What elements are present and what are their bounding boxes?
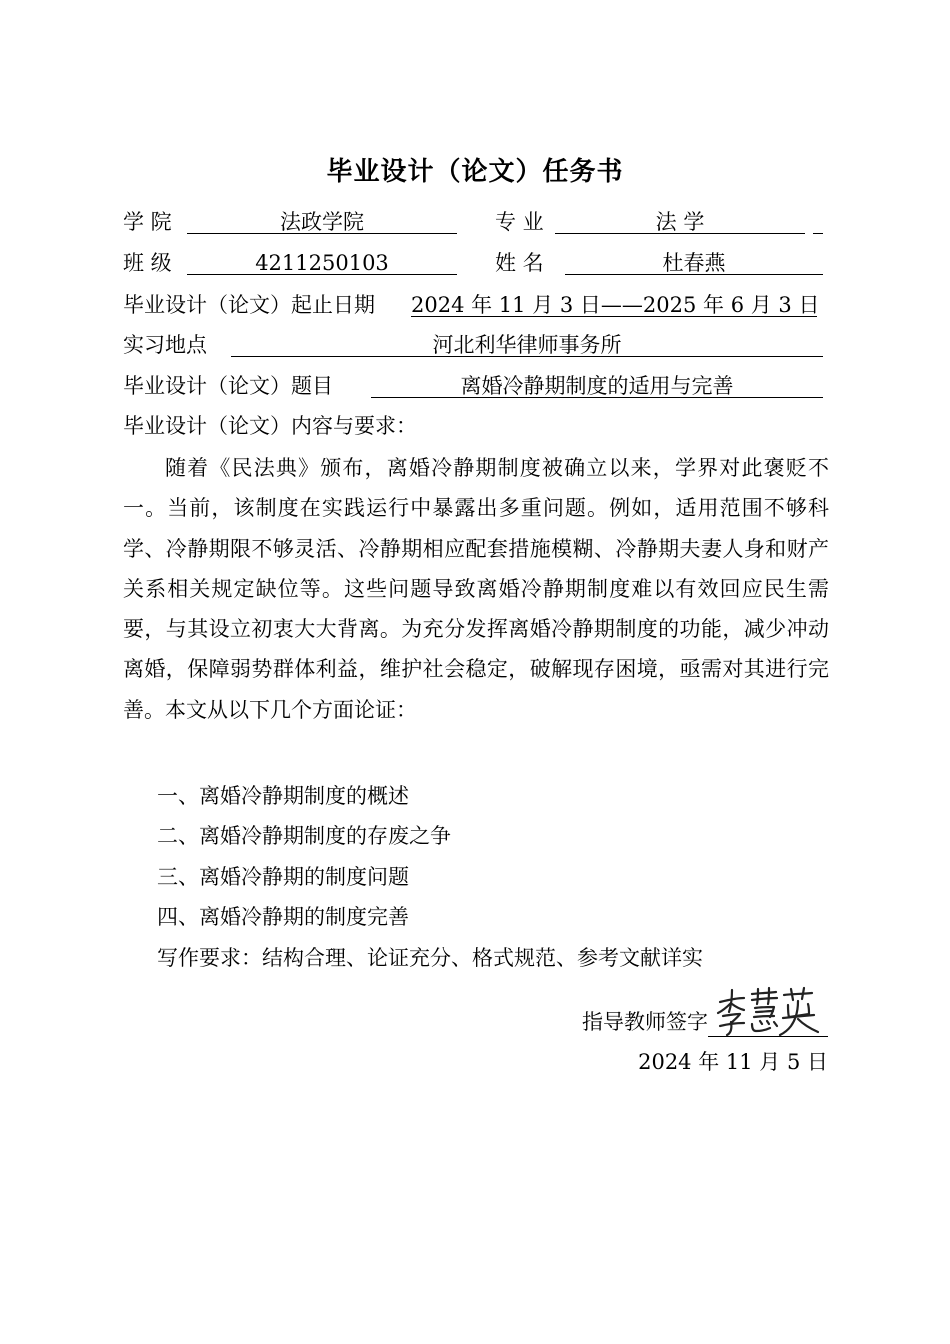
content-paragraph: 随着《民法典》颁布，离婚冷静期制度被确立以来，学界对此褒贬不一。当前，该制度在实践运行中暴露出多重问题。例如，适用范围不够科学、冷静期限不够灵活、冷静期相应配套措施模糊、冷静期夫妻人身和财产关系相关规定缺位等。这些问题导致离婚冷静期制度难以有效回应民生需要，与其设立初衷大大背离。为充分发挥离婚冷静期制度的功能，减少冲动离婚，保障弱势群体利益，维护社会稳定，破解现存困境，亟需对其进行完善。本文从以下几个方面论证： xyxy=(123,456,829,722)
location-label: 实习地点 xyxy=(123,333,207,357)
name-value: 杜春燕 xyxy=(662,251,726,275)
class-value: 4211250103 xyxy=(255,251,389,275)
major-field xyxy=(555,202,805,234)
outline-item-1: 一、离婚冷静期制度的概述 xyxy=(157,784,409,808)
period-value: 2024 年 11 月 3 日——2025 年 6 月 3 日 xyxy=(411,293,820,317)
signature-label: 指导教师签字 xyxy=(582,1010,708,1034)
document-title: 毕业设计（论文）任务书 xyxy=(326,157,624,187)
name-field xyxy=(565,243,823,275)
name-label: 姓 名 xyxy=(495,251,544,275)
signature-image xyxy=(714,986,824,1038)
college-major-row xyxy=(123,202,825,242)
class-field xyxy=(187,243,457,275)
topic-field xyxy=(371,366,823,398)
signature-date: 2024 年 11 月 5 日 xyxy=(638,1050,828,1074)
major-trailing-underline xyxy=(813,202,823,234)
period-label: 毕业设计（论文）起止日期 xyxy=(123,293,375,317)
major-label: 专 业 xyxy=(495,210,544,234)
topic-value: 离婚冷静期制度的适用与完善 xyxy=(460,374,734,398)
period-field xyxy=(411,285,820,317)
major-value: 法 学 xyxy=(655,210,705,234)
advisor-signature-row xyxy=(582,1000,828,1044)
handwritten-signature xyxy=(708,1000,828,1037)
writing-requirements: 写作要求：结构合理、论证充分、格式规范、参考文献详实 xyxy=(157,946,703,970)
outline-item-2: 二、离婚冷静期制度的存废之争 xyxy=(157,824,451,848)
college-value: 法政学院 xyxy=(280,210,364,234)
topic-row xyxy=(123,366,825,406)
class-name-row xyxy=(123,243,825,283)
period-row xyxy=(123,285,825,325)
college-label: 学 院 xyxy=(123,210,172,234)
location-row xyxy=(123,325,825,365)
outline-item-3: 三、离婚冷静期的制度问题 xyxy=(157,865,409,889)
content-label: 毕业设计（论文）内容与要求： xyxy=(123,414,417,438)
location-field xyxy=(231,325,823,357)
topic-label: 毕业设计（论文）题目 xyxy=(123,374,333,398)
class-label: 班 级 xyxy=(123,251,172,275)
content-label-row xyxy=(123,406,825,446)
college-field xyxy=(187,202,457,234)
outline-item-4: 四、离婚冷静期的制度完善 xyxy=(157,905,409,929)
location-value: 河北利华律师事务所 xyxy=(432,333,622,357)
